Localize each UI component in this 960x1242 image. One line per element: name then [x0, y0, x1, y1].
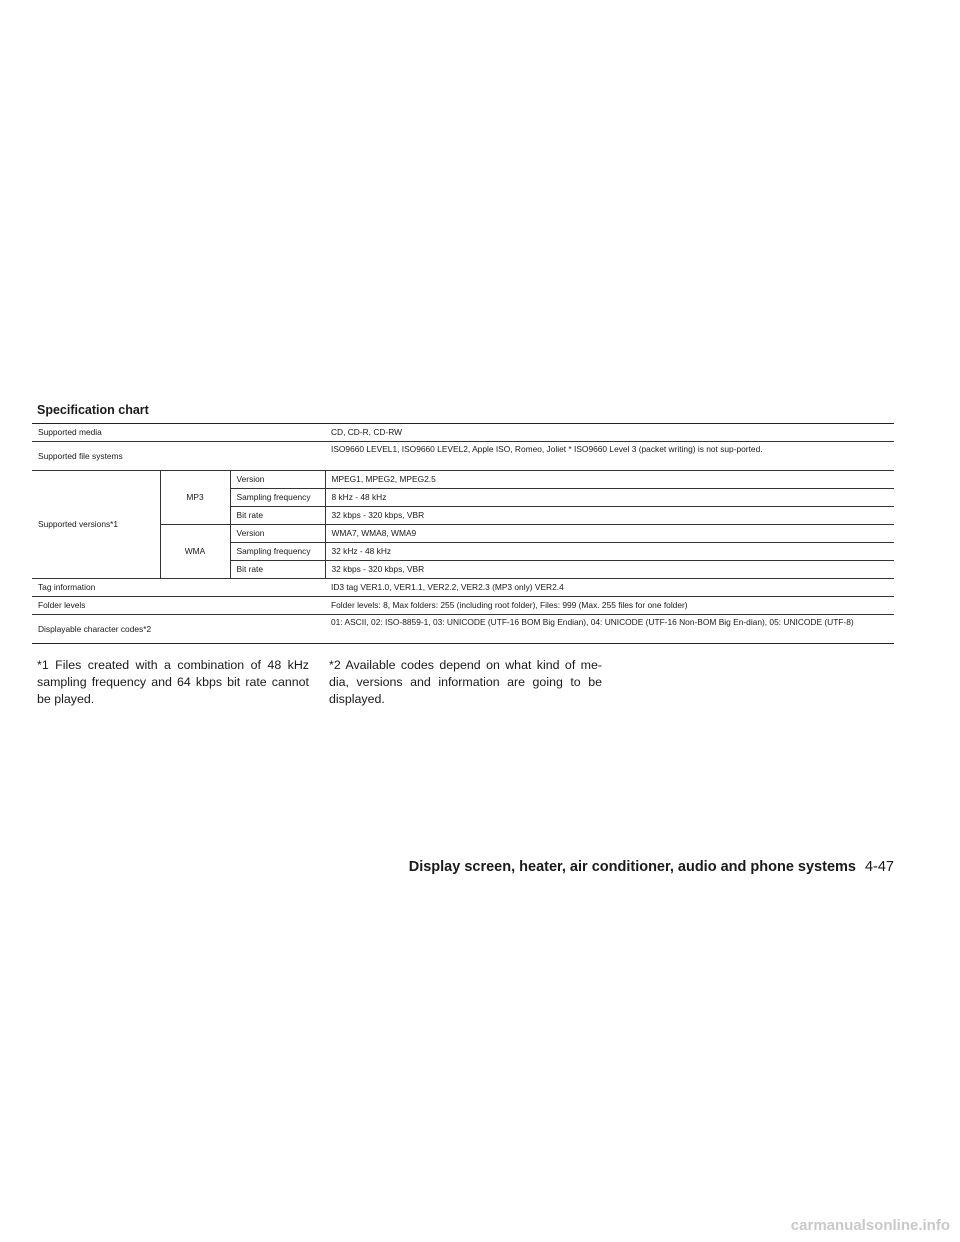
param-wma-frequency: Sampling frequency	[230, 543, 325, 561]
section-title: Specification chart	[37, 403, 149, 417]
table-row	[32, 615, 894, 644]
row-label-tag-information: Tag information	[32, 579, 325, 597]
specification-table	[32, 423, 894, 644]
row-label-folder-levels: Folder levels	[32, 597, 325, 615]
value-mp3-bitrate: 32 kbps - 320 kbps, VBR	[325, 507, 894, 525]
row-value-file-systems: ISO9660 LEVEL1, ISO9660 LEVEL2, Apple ISO, Romeo, Joliet * ISO9660 Level 3 (packet writing) is not sup-ported.	[325, 442, 894, 471]
table-row	[32, 525, 894, 543]
sub-group-mp3: MP3	[160, 471, 230, 525]
param-wma-version: Version	[230, 525, 325, 543]
table-row	[32, 579, 894, 597]
page-footer	[409, 859, 894, 875]
param-mp3-version: Version	[230, 471, 325, 489]
footnote-1: *1 Files created with a combination of 48 kHz sampling frequency and 64 kbps bit rate cannot be played.	[37, 658, 309, 706]
page-number: 4-47	[864, 859, 894, 875]
value-mp3-frequency: 8 kHz - 48 kHz	[325, 489, 894, 507]
row-label-supported-versions: Supported versions*1	[32, 471, 160, 579]
row-value-supported-media: CD, CD-R, CD-RW	[325, 424, 894, 442]
param-mp3-frequency: Sampling frequency	[230, 489, 325, 507]
row-label-supported-media: Supported media	[32, 424, 325, 442]
param-mp3-bitrate: Bit rate	[230, 507, 325, 525]
table-row	[32, 471, 894, 489]
row-label-file-systems: Supported file systems	[32, 442, 325, 471]
param-wma-bitrate: Bit rate	[230, 561, 325, 579]
row-label-character-codes: Displayable character codes*2	[32, 615, 325, 644]
value-wma-bitrate: 32 kbps - 320 kbps, VBR	[325, 561, 894, 579]
sub-group-wma: WMA	[160, 525, 230, 579]
value-wma-frequency: 32 kHz - 48 kHz	[325, 543, 894, 561]
table-row	[32, 424, 894, 442]
table-row	[32, 442, 894, 471]
footnote-2: *2 Available codes depend on what kind of me-dia, versions and information are going to be displayed.	[329, 658, 602, 706]
chapter-title: Display screen, heater, air conditioner, audio and phone systems	[408, 859, 856, 875]
value-mp3-version: MPEG1, MPEG2, MPEG2.5	[325, 471, 894, 489]
row-value-folder-levels: Folder levels: 8, Max folders: 255 (including root folder), Files: 999 (Max. 255 files for one folder)	[325, 597, 894, 615]
row-value-tag-information: ID3 tag VER1.0, VER1.1, VER2.2, VER2.3 (MP3 only) VER2.4	[325, 579, 894, 597]
watermark: carmanualsonline.info	[790, 1217, 950, 1234]
table-row	[32, 597, 894, 615]
row-value-character-codes: 01: ASCII, 02: ISO-8859-1, 03: UNICODE (UTF-16 BOM Big Endian), 04: UNICODE (UTF-16 Non-BOM Big En-dian), 05: UNICODE (UTF-8)	[325, 615, 894, 644]
value-wma-version: WMA7, WMA8, WMA9	[325, 525, 894, 543]
